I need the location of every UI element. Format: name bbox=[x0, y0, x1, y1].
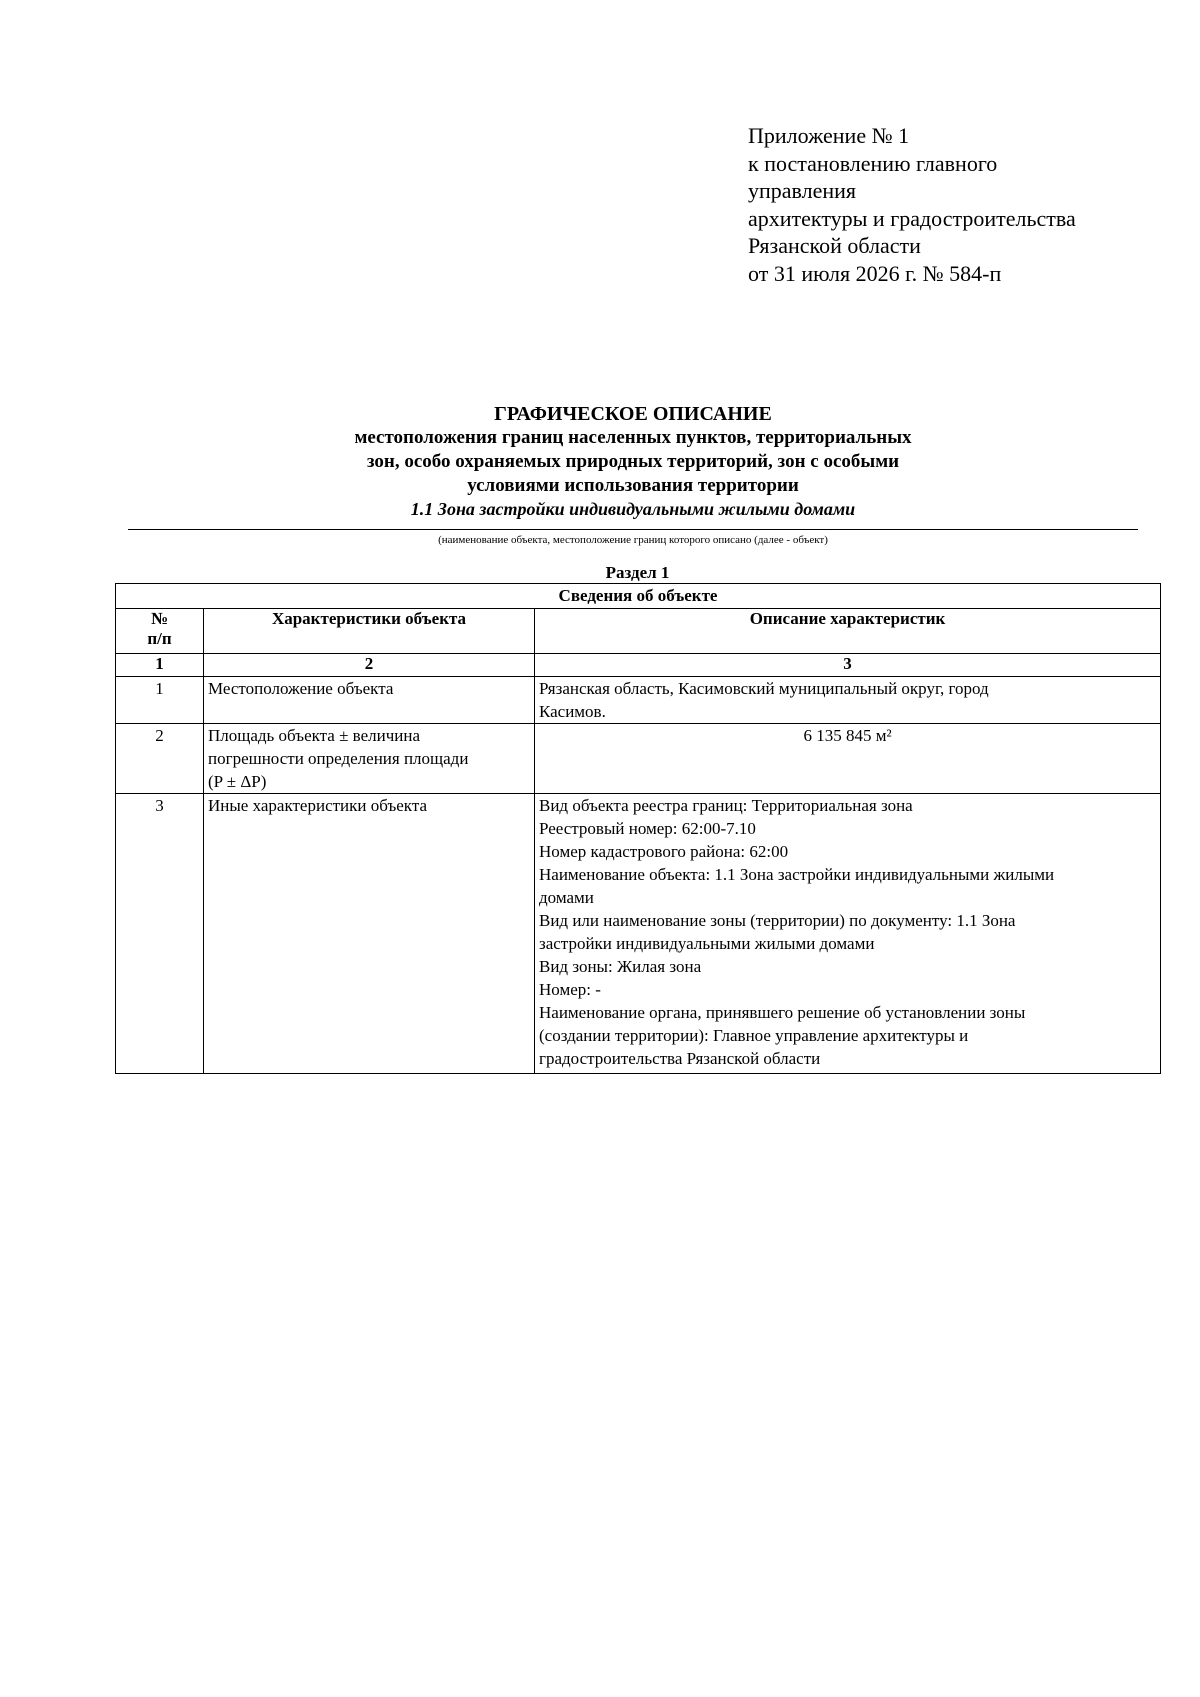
object-name: 1.1 Зона застройки индивидуальными жилыми домами bbox=[410, 499, 856, 519]
appendix-line: от 31 июля 2026 г. № 584-п bbox=[748, 260, 1002, 286]
characteristic-line: погрешности определения площади bbox=[208, 749, 469, 768]
table-row bbox=[116, 794, 1161, 1074]
description-line: Реестровый номер: 62:00-7.10 bbox=[539, 819, 756, 838]
characteristic-line: Площадь объекта ± величина bbox=[208, 726, 421, 745]
appendix-block bbox=[748, 122, 1168, 287]
column-number: 1 bbox=[116, 654, 204, 677]
description-line: Номер кадастрового района: 62:00 bbox=[539, 842, 789, 861]
column-number-row bbox=[116, 654, 1161, 677]
row-number: 2 bbox=[116, 724, 204, 794]
object-info-table bbox=[115, 583, 1161, 1074]
row-description: 6 135 845 м² bbox=[535, 724, 1161, 794]
row-number: 3 bbox=[116, 794, 204, 1074]
document-title-block bbox=[128, 402, 1138, 520]
appendix-line: к постановлению главного bbox=[748, 150, 998, 176]
description-line: Касимов. bbox=[539, 702, 606, 721]
row-number: 1 bbox=[116, 677, 204, 724]
row-characteristic: Местоположение объекта bbox=[204, 677, 535, 724]
description-line: домами bbox=[539, 888, 594, 907]
column-number: 3 bbox=[535, 654, 1161, 677]
table-caption-row bbox=[116, 584, 1161, 609]
appendix-line: архитектуры и градостроительства bbox=[748, 205, 1076, 231]
column-number: 2 bbox=[204, 654, 535, 677]
description-line: (создании территории): Главное управление архитектуры и bbox=[539, 1026, 969, 1045]
table-row bbox=[116, 724, 1161, 794]
description-line: Вид объекта реестра границ: Территориальная зона bbox=[539, 796, 913, 815]
object-name-caption: (наименование объекта, местоположение границ которого описано (далее - объект) bbox=[438, 534, 828, 546]
description-line: Вид или наименование зоны (территории) по документу: 1.1 Зона bbox=[539, 911, 1016, 930]
appendix-line: Рязанской области bbox=[748, 233, 921, 258]
header-description: Описание характеристик bbox=[535, 609, 1161, 654]
header-number: № п/п bbox=[116, 609, 204, 654]
description-line: Наименование объекта: 1.1 Зона застройки индивидуальными жилыми bbox=[539, 865, 1055, 884]
appendix-line: управления bbox=[748, 178, 857, 203]
table-header-row bbox=[116, 609, 1161, 654]
description-line: Наименование органа, принявшего решение об установлении зоны bbox=[539, 1003, 1026, 1022]
description-line: Рязанская область, Касимовский муниципальный округ, город bbox=[539, 679, 989, 698]
subtitle-line: условиями использования территории bbox=[467, 475, 799, 496]
characteristic-line: (P ± ΔP) bbox=[208, 772, 267, 791]
subtitle-line: местоположения границ населенных пунктов, территориальных bbox=[354, 427, 912, 448]
document-title: ГРАФИЧЕСКОЕ ОПИСАНИЕ bbox=[494, 403, 772, 425]
section-title: Раздел 1 bbox=[605, 563, 670, 582]
description-line: Вид зоны: Жилая зона bbox=[539, 957, 702, 976]
description-line: Номер: - bbox=[539, 980, 601, 999]
row-description bbox=[535, 677, 1161, 724]
appendix-line: Приложение № 1 bbox=[748, 123, 910, 148]
object-name-underline bbox=[128, 529, 1138, 530]
description-line: градостроительства Рязанской области bbox=[539, 1049, 821, 1068]
table-row bbox=[116, 677, 1161, 724]
row-characteristic bbox=[204, 724, 535, 794]
row-characteristic: Иные характеристики объекта bbox=[204, 794, 535, 1074]
subtitle-line: зон, особо охраняемых природных территорий, зон с особыми bbox=[366, 451, 900, 472]
document-subtitle bbox=[128, 426, 1138, 498]
table-caption: Сведения об объекте bbox=[116, 584, 1161, 609]
header-characteristic: Характеристики объекта bbox=[204, 609, 535, 654]
row-description bbox=[535, 794, 1161, 1074]
description-line: застройки индивидуальными жилыми домами bbox=[539, 934, 875, 953]
